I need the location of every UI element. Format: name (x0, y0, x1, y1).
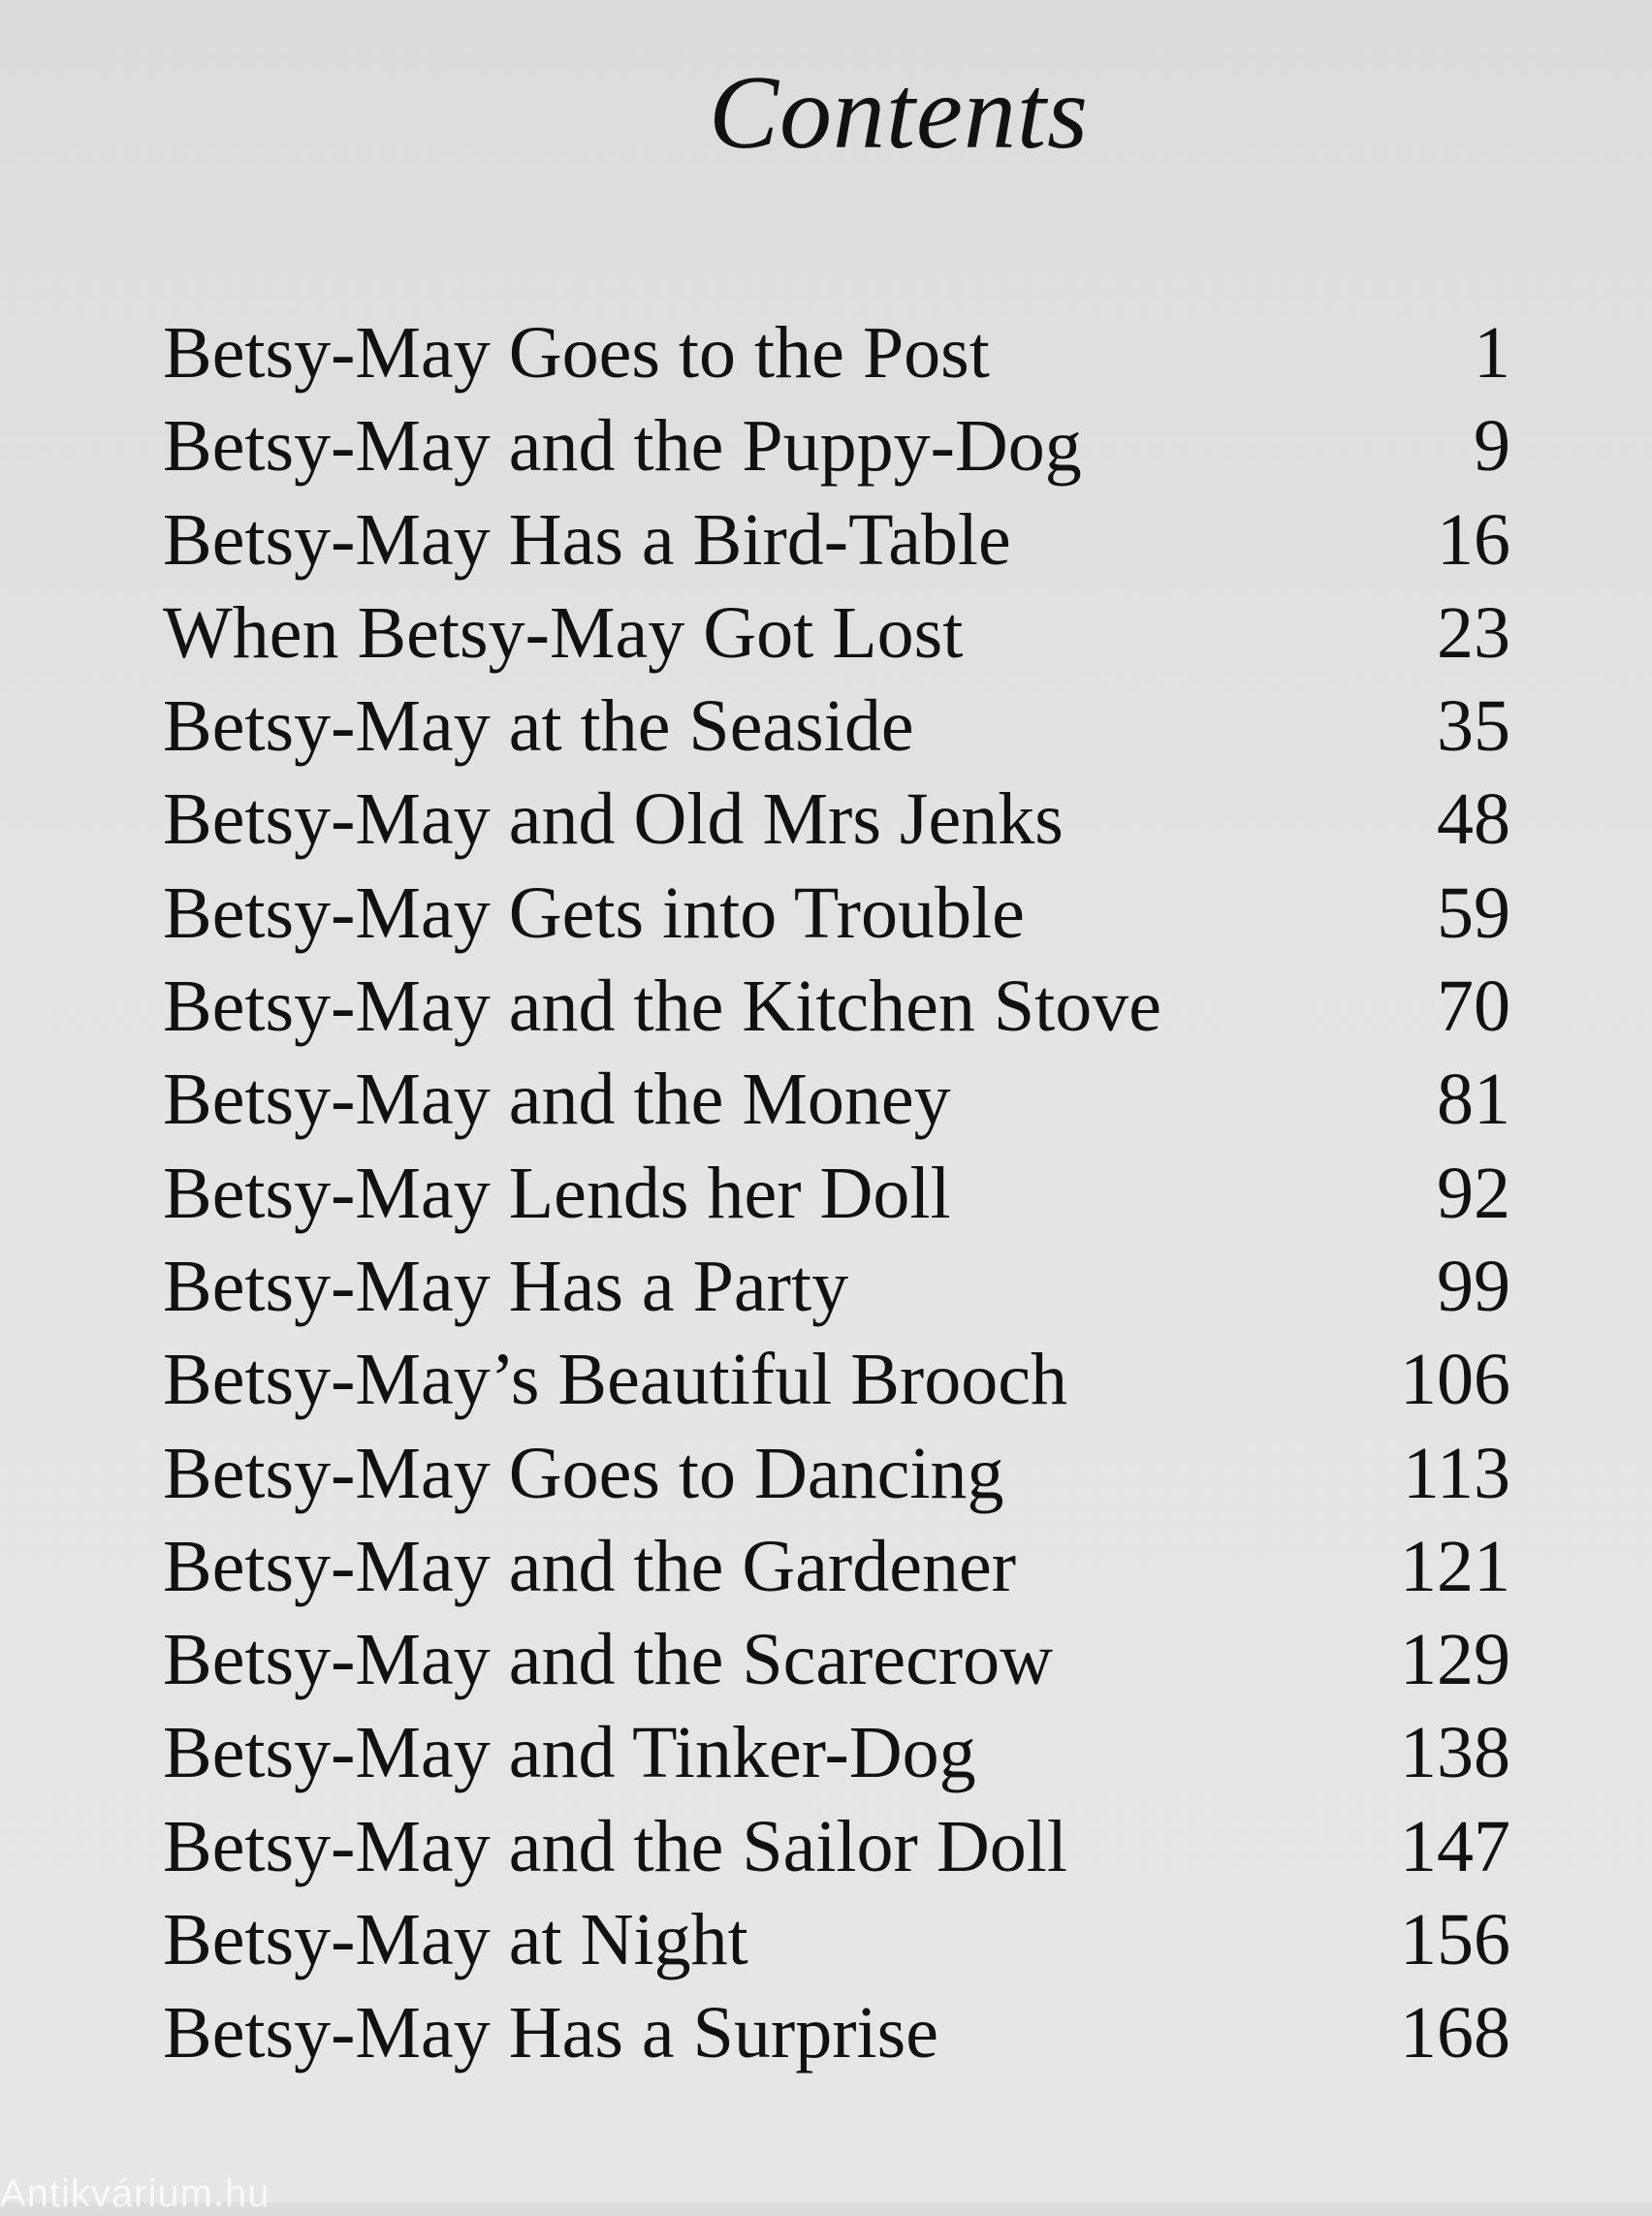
toc-entry-page: 9 (1474, 405, 1510, 488)
toc-entry-title: Betsy-May and the Puppy-Dog (163, 405, 1082, 488)
toc-entry-page: 106 (1400, 1339, 1510, 1421)
toc-entry-title: Betsy-May Goes to Dancing (163, 1432, 1004, 1514)
toc-entry (163, 493, 1510, 586)
toc-entry-page: 81 (1437, 1059, 1510, 1141)
toc-entry-title: Betsy-May’s Beautiful Brooch (163, 1339, 1067, 1421)
toc-entry-page: 168 (1400, 1992, 1510, 2074)
toc-entry (163, 1706, 1510, 1799)
toc-entry-title: Betsy-May and the Kitchen Stove (163, 966, 1162, 1048)
toc-entry-page: 147 (1400, 1805, 1510, 1887)
toc-entry (163, 1520, 1510, 1613)
toc-entry-page: 121 (1400, 1525, 1510, 1607)
toc-entry-title: Betsy-May Has a Party (163, 1245, 849, 1327)
toc-entry-title: Betsy-May and Tinker-Dog (163, 1712, 976, 1794)
toc-entry-page: 16 (1437, 498, 1510, 581)
toc-entry (163, 773, 1510, 866)
toc-entry-page: 113 (1402, 1432, 1510, 1514)
toc-entry (163, 1147, 1510, 1240)
toc-entry-title: Betsy-May and the Sailor Doll (163, 1805, 1067, 1887)
toc-entry-page: 59 (1437, 871, 1510, 954)
toc-entry-title: Betsy-May Has a Surprise (163, 1992, 938, 2074)
toc-entry (163, 1800, 1510, 1893)
toc-entry (163, 1333, 1510, 1426)
toc-entry (163, 1613, 1510, 1706)
toc-entry-title: Betsy-May at the Seaside (163, 685, 914, 768)
toc-entry-page: 99 (1437, 1245, 1510, 1327)
toc-entry-title: Betsy-May and the Scarecrow (163, 1619, 1054, 1701)
toc-entry (163, 399, 1510, 492)
toc-entry (163, 680, 1510, 773)
toc-entry-title: Betsy-May and the Gardener (163, 1525, 1017, 1607)
toc-entry (163, 867, 1510, 960)
toc-entry (163, 1986, 1510, 2079)
watermark: Antikvárium.hu (0, 2172, 270, 2215)
toc-entry-title: Betsy-May and Old Mrs Jenks (163, 778, 1064, 861)
toc-entry-page: 23 (1437, 591, 1510, 674)
table-of-contents (163, 306, 1510, 2080)
toc-entry (163, 1053, 1510, 1146)
toc-entry-title: Betsy-May Has a Bird-Table (163, 498, 1011, 581)
toc-entry-title: Betsy-May Goes to the Post (163, 312, 990, 394)
toc-entry-page: 70 (1437, 966, 1510, 1048)
toc-entry-page: 156 (1400, 1899, 1510, 1981)
toc-entry (163, 306, 1510, 399)
toc-entry-page: 48 (1437, 778, 1510, 861)
toc-entry (163, 1427, 1510, 1520)
toc-entry (163, 1240, 1510, 1333)
toc-entry-title: Betsy-May Lends her Doll (163, 1152, 951, 1234)
page-title: Contents (708, 55, 1089, 171)
toc-entry-title: Betsy-May and the Money (163, 1059, 951, 1141)
toc-entry (163, 1893, 1510, 1986)
toc-entry (163, 960, 1510, 1053)
toc-entry-page: 92 (1437, 1152, 1510, 1234)
toc-entry-title: Betsy-May Gets into Trouble (163, 871, 1025, 954)
toc-entry-page: 1 (1474, 312, 1510, 394)
toc-entry-title: Betsy-May at Night (163, 1899, 748, 1981)
toc-entry-page: 35 (1437, 685, 1510, 768)
toc-entry-title: When Betsy-May Got Lost (163, 591, 964, 674)
toc-entry-page: 129 (1400, 1619, 1510, 1701)
toc-entry (163, 586, 1510, 680)
toc-entry-page: 138 (1400, 1712, 1510, 1794)
